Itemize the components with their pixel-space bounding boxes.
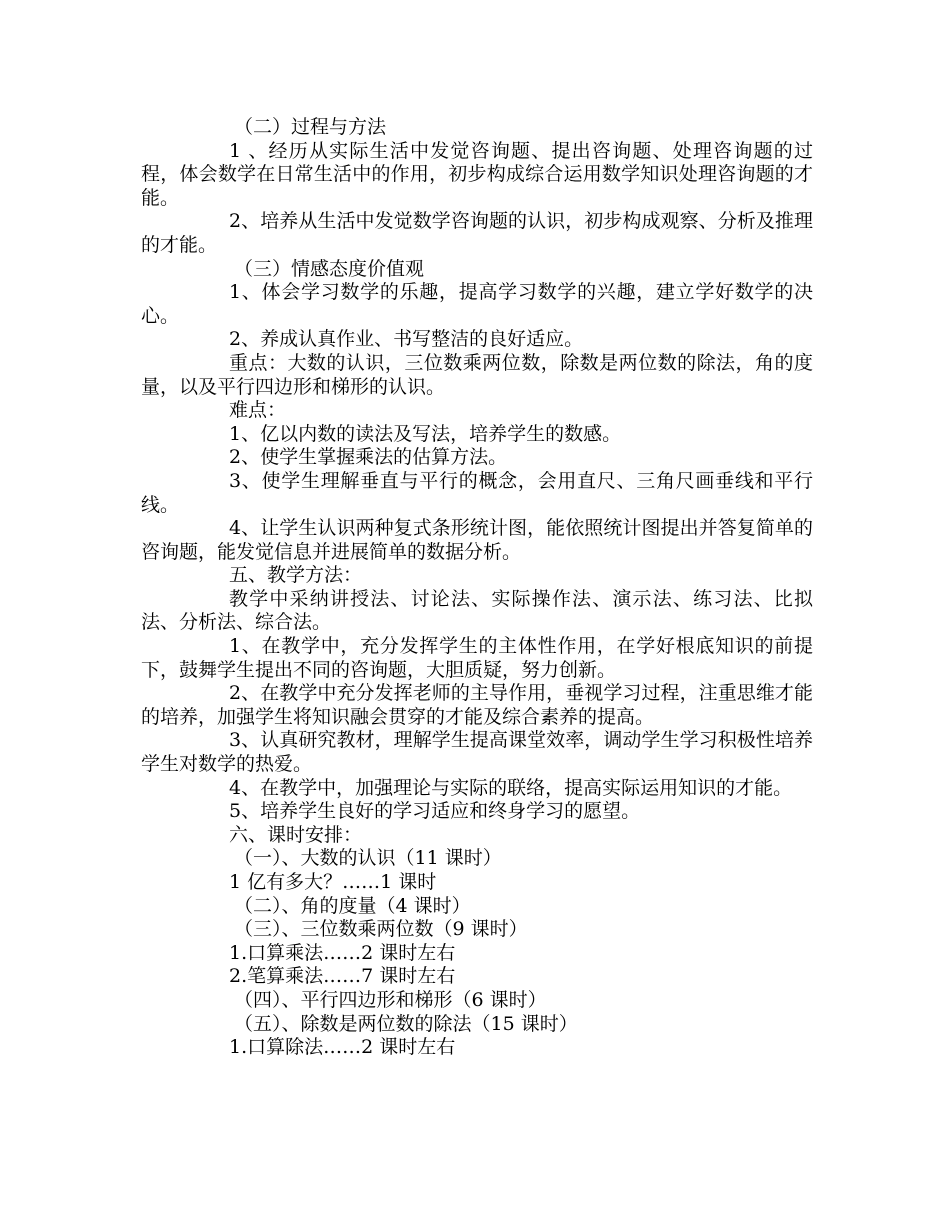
paragraph: 1、亿以内数的读法及写法，培养学生的数感。 <box>229 422 622 445</box>
schedule-item: （二）、角的度量（4 课时） <box>234 894 471 917</box>
paragraph: 2、养成认真作业、书写整洁的良好适应。 <box>229 328 584 351</box>
paragraph: 4、在教学中，加强理论与实际的联络，提高实际运用知识的才能。 <box>229 776 793 799</box>
schedule-item: 1.口算除法……2 课时左右 <box>229 1036 456 1059</box>
paragraph: 1、在教学中，充分发挥学生的主体性作用，在学好根底知识的前提下，鼓舞学生提出不同的咨询题，大胆质疑，努力创新。 <box>141 635 813 681</box>
section-heading-emotion-attitude: （三）情感态度价值观 <box>234 257 425 280</box>
section-heading-teaching-methods: 五、教学方法： <box>229 564 363 587</box>
schedule-item: （五）、除数是两位数的除法（15 课时） <box>234 1012 578 1035</box>
paragraph: 5、培养学生良好的学习适应和终身学习的愿望。 <box>229 800 641 823</box>
section-heading-schedule: 六、课时安排： <box>229 823 363 846</box>
schedule-item: 2.笔算乘法……7 课时左右 <box>229 965 456 988</box>
paragraph: 2、使学生掌握乘法的估算方法。 <box>229 446 508 469</box>
paragraph: 2、在教学中充分发挥老师的主导作用，垂视学习过程，注重思维才能的培养，加强学生将知识融会贯穿的才能及综合素养的提高。 <box>141 682 813 728</box>
schedule-item: 1.口算乘法……2 课时左右 <box>229 941 456 964</box>
schedule-item: （四）、平行四边形和梯形（6 课时） <box>234 988 547 1011</box>
paragraph: 4、让学生认识两种复式条形统计图，能依照统计图提出并答复简单的咨询题，能发觉信息并进展简单的数据分析。 <box>141 517 813 563</box>
section-heading-process-method: （二）过程与方法 <box>234 116 387 138</box>
paragraph: 1、体会学习数学的乐趣，提高学习数学的兴趣，建立学好数学的决心。 <box>141 281 813 327</box>
paragraph: 1 、经历从实际生活中发觉咨询题、提出咨询题、处理咨询题的过程，体会数学在日常生活中的作用，初步构成综合运用数学知识处理咨询题的才能。 <box>141 139 813 209</box>
difficulties-heading: 难点： <box>229 399 287 422</box>
paragraph: 教学中采纳讲授法、讨论法、实际操作法、演示法、练习法、比拟法、分析法、综合法。 <box>141 587 813 634</box>
schedule-item: （一）、大数的认识（11 课时） <box>234 847 502 870</box>
paragraph: 3、认真研究教材，理解学生提高课堂效率，调动学生学习积极性培养学生对数学的热爱。 <box>141 729 813 776</box>
document-page <box>141 116 813 1060</box>
paragraph: 2、培养从生活中发觉数学咨询题的认识，初步构成观察、分析及推理的才能。 <box>141 210 813 256</box>
paragraph: 3、使学生理解垂直与平行的概念，会用直尺、三角尺画垂线和平行线。 <box>141 469 813 516</box>
key-points-paragraph: 重点：大数的认识，三位数乘两位数，除数是两位数的除法，角的度量，以及平行四边形和梯形的认识。 <box>141 351 813 398</box>
schedule-item: 1 亿有多大？……1 课时 <box>229 871 437 893</box>
schedule-item: （三）、三位数乘两位数（9 课时） <box>234 918 528 941</box>
